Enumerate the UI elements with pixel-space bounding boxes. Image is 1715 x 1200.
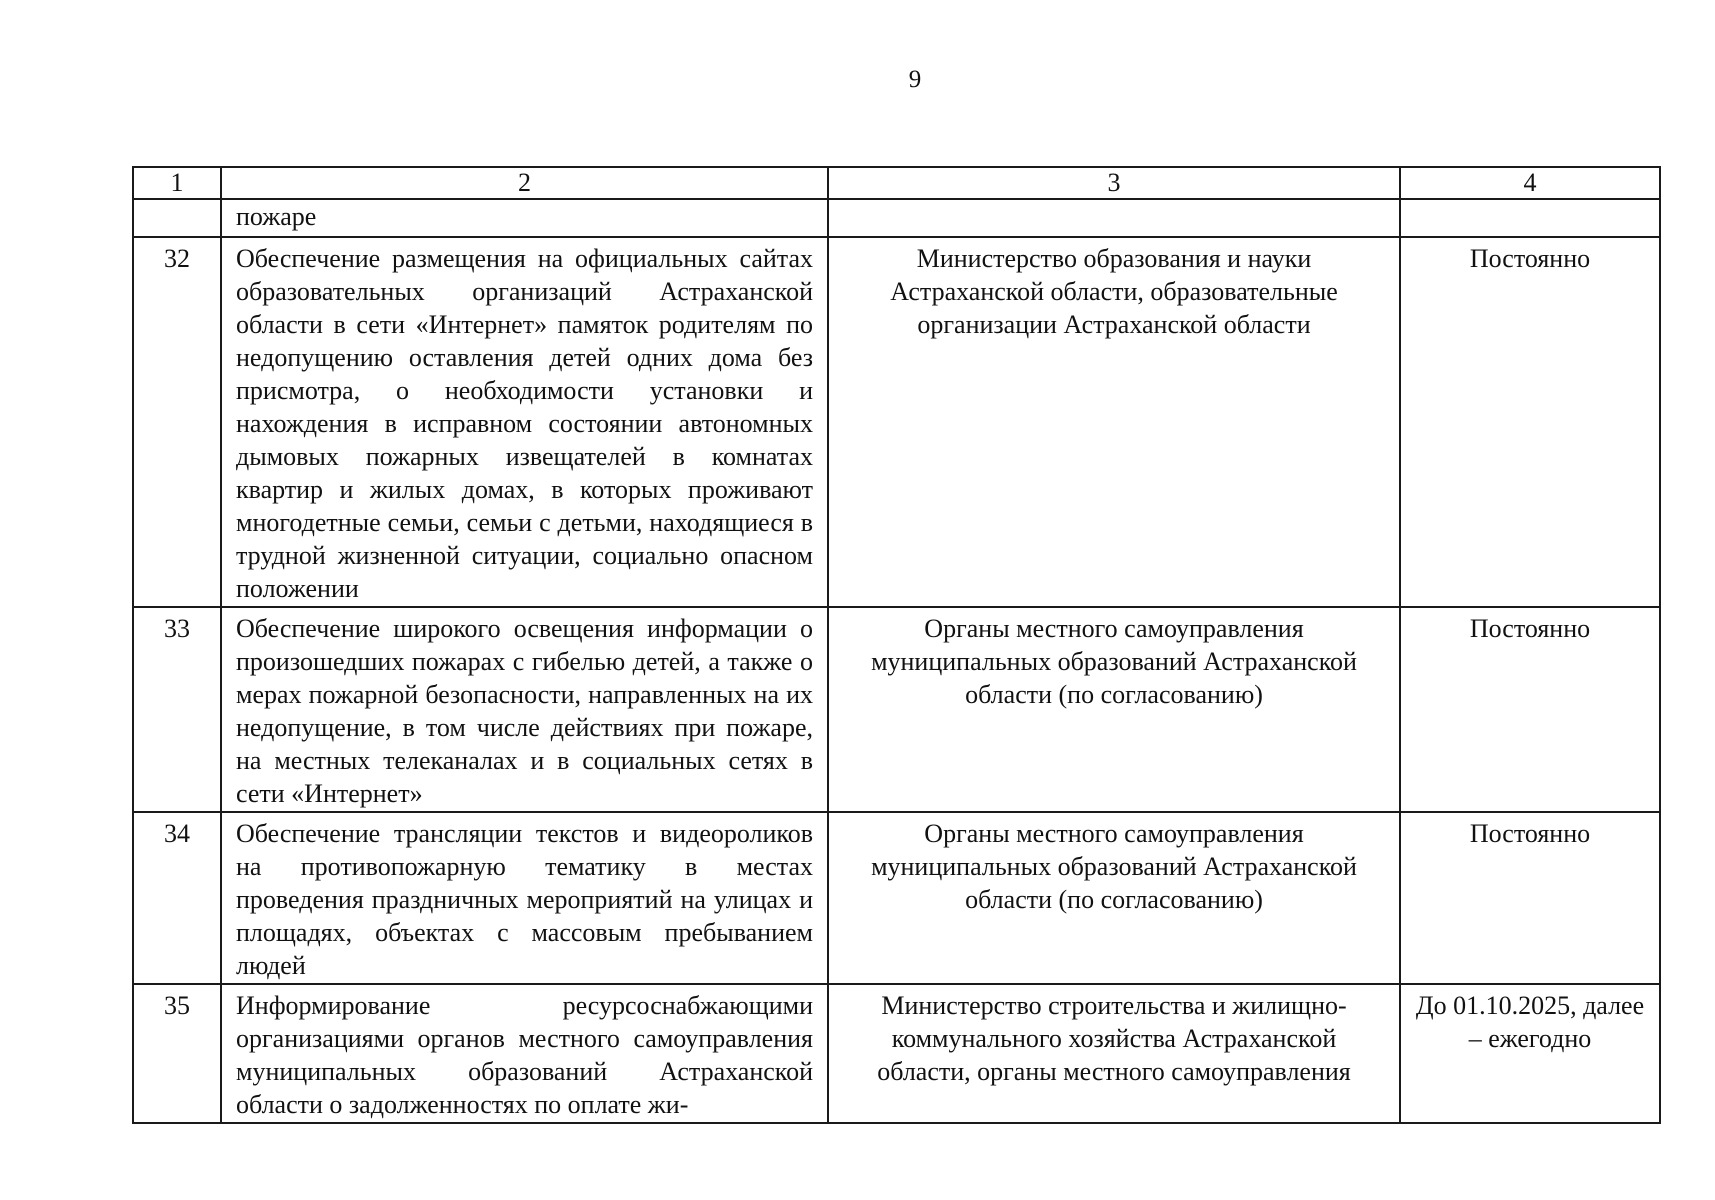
responsible-text: Министерство образования и науки Астраханской области, образовательные организации Астраханской области [828,237,1400,607]
measures-table [132,166,1661,1124]
table-row [133,607,1660,812]
responsible-text: Органы местного самоуправления муниципальных образований Астраханской области (по согласованию) [828,607,1400,812]
row-number: 35 [133,984,221,1123]
continuation-text: пожаре [221,199,828,237]
term-text: До 01.10.2025, далее – ежегодно [1400,984,1660,1123]
table-row [133,812,1660,984]
continuation-num-cell [133,199,221,237]
term-text: Постоянно [1400,237,1660,607]
continuation-term-cell [1400,199,1660,237]
term-text: Постоянно [1400,812,1660,984]
column-header-3: 3 [828,167,1400,199]
row-number: 34 [133,812,221,984]
measure-text: Обеспечение размещения на официальных сайтах образовательных организаций Астраханской области в сети «Интернет» памяток родителям по недопущению оставления детей одних дома без присмотра, о необходимости установки и нахождения в исправном состоянии автономных дымовых пожарных извещателей в комнатах квартир и жилых домах, в которых проживают многодетные семьи, семьи с детьми, находящиеся в трудной жизненной ситуации, социально опасном положении [221,237,828,607]
table-row [133,237,1660,607]
measure-text: Обеспечение широкого освещения информации о произошедших пожарах с гибелью детей, а также о мерах пожарной безопасности, направленных на их недопущение, в том числе действиях при пожаре, на местных телеканалах и в социальных сетях в сети «Интернет» [221,607,828,812]
continuation-row [133,199,1660,237]
table-row [133,984,1660,1123]
column-header-4: 4 [1400,167,1660,199]
term-text: Постоянно [1400,607,1660,812]
measure-text: Обеспечение трансляции текстов и видеороликов на противопожарную тематику в местах проведения праздничных мероприятий на улицах и площадях, объектах с массовым пребыванием людей [221,812,828,984]
table-header-row [133,167,1660,199]
row-number: 33 [133,607,221,812]
continuation-responsible-cell [828,199,1400,237]
column-header-2: 2 [221,167,828,199]
row-number: 32 [133,237,221,607]
column-header-1: 1 [133,167,221,199]
page-number: 9 [908,66,922,93]
responsible-text: Органы местного самоуправления муниципальных образований Астраханской области (по согласованию) [828,812,1400,984]
measure-text: Информирование ресурсоснабжающими организациями органов местного самоуправления муниципальных образований Астраханской области о задолженностях по оплате жи- [221,984,828,1123]
responsible-text: Министерство строительства и жилищно-коммунального хозяйства Астраханской области, органы местного самоуправления [828,984,1400,1123]
